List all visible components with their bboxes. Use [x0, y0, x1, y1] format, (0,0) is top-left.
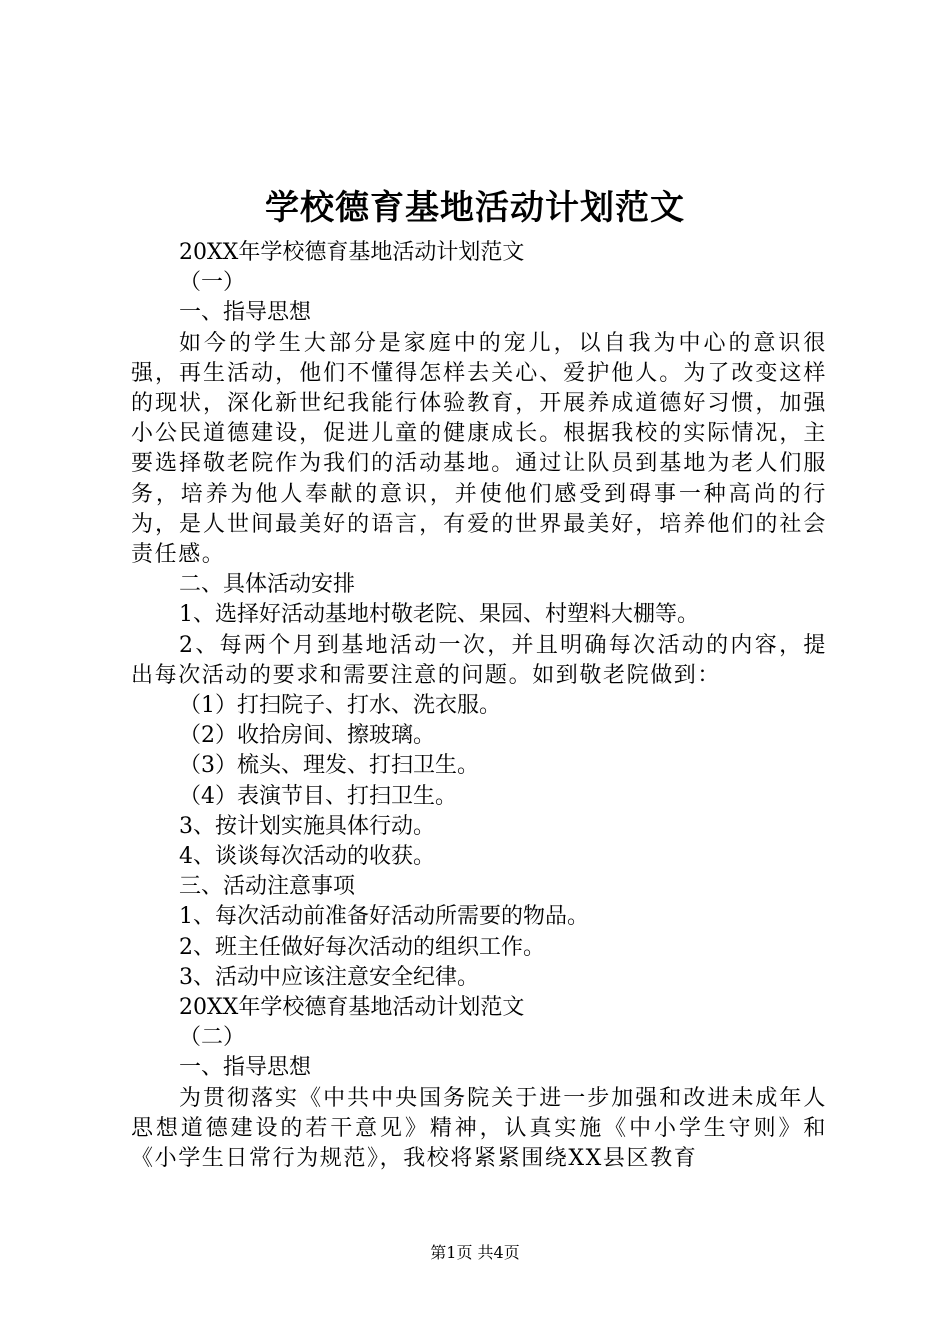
section-heading: 一、指导思想 — [179, 300, 312, 326]
list-item: （3）梳头、理发、打扫卫生。 — [179, 753, 479, 779]
list-item: 3、活动中应该注意安全纪律。 — [179, 964, 479, 990]
section-heading: （二） — [179, 1025, 246, 1051]
paragraph: 为贯彻落实《中共中央国务院关于进一步加强和改进未成年人思想道德建设的若干意见》精神，认真实施《中小学生守则》和《小学生日常行为规范》，我校将紧紧围绕XX县区教育 — [131, 1085, 827, 1172]
document-title: 学校德育基地活动计划范文 — [265, 188, 685, 228]
document-body — [131, 238, 827, 1174]
section-heading: 三、活动注意事项 — [179, 874, 356, 900]
list-item: 2、班主任做好每次活动的组织工作。 — [179, 934, 545, 960]
list-item: （2）收拾房间、擦玻璃。 — [179, 723, 435, 749]
list-item: 1、选择好活动基地村敬老院、果园、村塑料大棚等。 — [179, 602, 699, 628]
page-number: 第1页 共4页 — [430, 1243, 520, 1262]
list-item: （4）表演节目、打扫卫生。 — [179, 783, 457, 809]
list-item: 1、每次活动前准备好活动所需要的物品。 — [179, 904, 589, 930]
paragraph: 如今的学生大部分是家庭中的宠儿，以自我为中心的意识很强，再生活动，他们不懂得怎样去关心、爱护他人。为了改变这样的现状，深化新世纪我能行体验教育，开展养成道德好习惯，加强小公民道德建设，促进儿童的健康成长。根据我校的实际情况，主要选择敬老院作为我们的活动基地。通过让队员到基地为老人们服务，培养为他人奉献的意识，并使他们感受到碍事一种高尚的行为，是人世间最美好的语言，有爱的世界最美好，培养他们的社会责任感。 — [131, 330, 827, 568]
paragraph: 2、每两个月到基地活动一次，并且明确每次活动的内容，提出每次活动的要求和需要注意的问题。如到敬老院做到： — [131, 632, 827, 688]
section-heading: 二、具体活动安排 — [179, 572, 356, 598]
list-item: （1）打扫院子、打水、洗衣服。 — [179, 693, 501, 719]
list-item: 4、谈谈每次活动的收获。 — [179, 844, 435, 870]
section-heading: 20XX年学校德育基地活动计划范文 — [179, 995, 525, 1021]
section-heading: 20XX年学校德育基地活动计划范文 — [179, 240, 525, 265]
list-item: 3、按计划实施具体行动。 — [179, 813, 435, 839]
section-heading: （一） — [179, 270, 246, 296]
section-heading: 一、指导思想 — [179, 1055, 312, 1081]
